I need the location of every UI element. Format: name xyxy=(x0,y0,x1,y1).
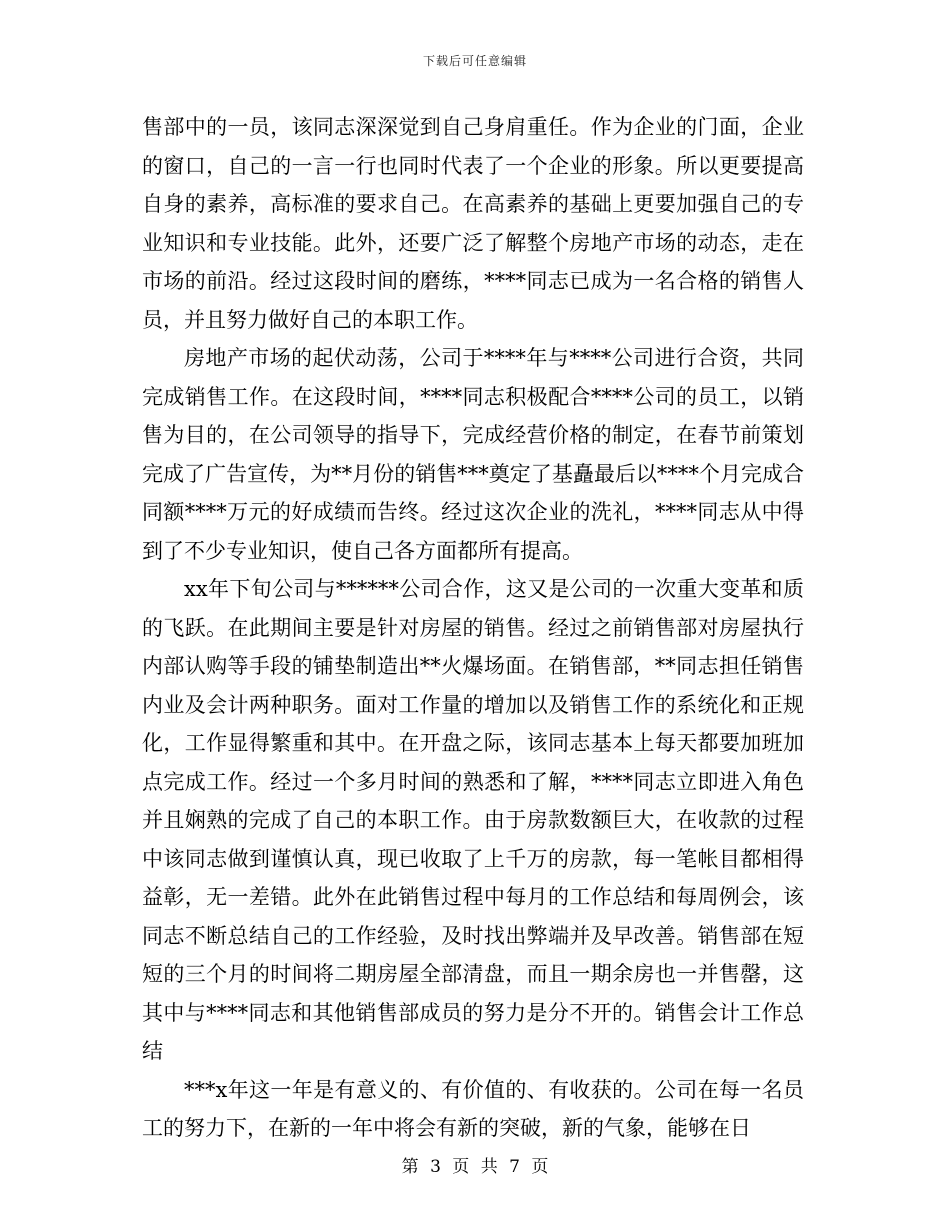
page-header-note: 下载后可任意编辑 xyxy=(422,54,527,68)
paragraph-1: 售部中的一员，该同志深深觉到自己身肩重任。作为企业的门面，企业的窗口，自己的一言一行也同时代表了一个企业的形象。所以更要提高自身的素养，高标准的要求自己。在高素养的基础上更要加强自己的专业知识和专业技能。此外，还要广泛了解整个房地产市场的动态，走在市场的前沿。经过这段时间的磨练，****同志已成为一名合格的销售人员，并且努力做好自己的本职工作。 xyxy=(142,115,804,332)
paragraph-3: xx年下旬公司与******公司合作，这又是公司的一次重大变革和质的飞跃。在此期间主要是针对房屋的销售。经过之前销售部对房屋执行内部认购等手段的铺垫制造出**火爆场面。在销售部，**同志担任销售内业及会计两种职务。面对工作量的增加以及销售工作的系统化和正规化，工作显得繁重和其中。在开盘之际，该同志基本上每天都要加班加点完成工作。经过一个多月时间的熟悉和了解，****同志立即进入角色并且娴熟的完成了自己的本职工作。由于房款数额巨大，在收款的过程中该同志做到谨慎认真，现已收取了上千万的房款，每一笔帐目都相得益彰，无一差错。此外在此销售过程中每月的工作总结和每周例会，该同志不断总结自己的工作经验，及时找出弊端并及早改善。销售部在短短的三个月的时间将二期房屋全部清盘，而且一期余房也一并售罄，这其中与****同志和其他销售部成员的努力是分不开的。销售会计工作总结 xyxy=(142,577,804,1063)
document-body xyxy=(142,108,804,1148)
page-number-footer: 第 3 页 共 7 页 xyxy=(401,1157,549,1177)
paragraph-4: ***x年这一年是有意义的、有价值的、有收获的。公司在每一名员工的努力下，在新的一年中将会有新的突破，新的气象，能够在日 xyxy=(142,1077,804,1140)
paragraph-2: 房地产市场的起伏动荡，公司于****年与****公司进行合资，共同完成销售工作。在这段时间，****同志积极配合****公司的员工，以销售为目的，在公司领导的指导下，完成经营价格的制定，在春节前策划完成了广告宣传，为**月份的销售***奠定了基矗最后以****个月完成合同额****万元的好成绩而告终。经过这次企业的洗礼，****同志从中得到了不少专业知识，使自己各方面都所有提高。 xyxy=(142,346,804,563)
